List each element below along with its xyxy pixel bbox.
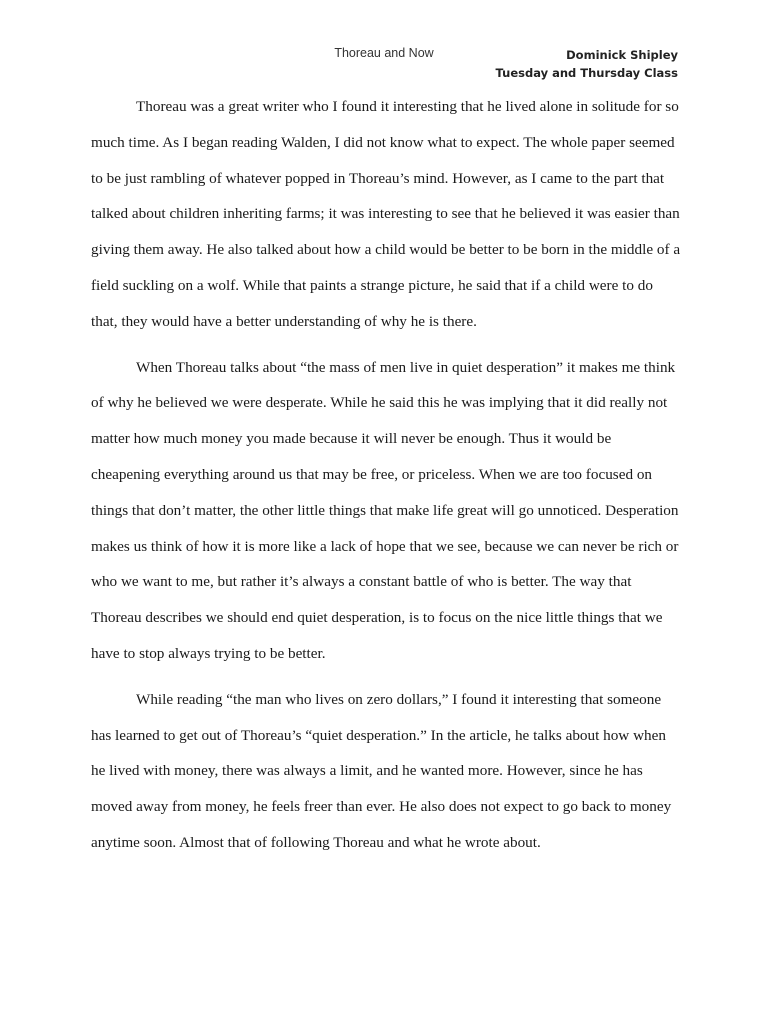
paragraph-1 xyxy=(91,89,683,340)
text-line: makes us think of how it is more like a lack of hope that we see, because we can never be rich or xyxy=(91,537,679,555)
text-line: talked about children inheriting farms; it was interesting to see that he believed it was easier than xyxy=(91,205,680,223)
text-line: to be just rambling of whatever popped in Thoreau’s mind. However, as I came to the part that xyxy=(91,169,665,187)
text-line: things that don’t matter, the other little things that make life great will go unnoticed. Desperation xyxy=(91,501,679,519)
text-line: much time. As I began reading Walden, I did not know what to expect. The whole paper seemed xyxy=(91,133,675,151)
text-line: Thoreau describes we should end quiet desperation, is to focus on the nice little things that we xyxy=(91,609,663,627)
text-line: giving them away. He also talked about how a child would be better to be born in the middle of a xyxy=(91,241,681,259)
text-line: he lived with money, there was always a limit, and he wanted more. However, since he has xyxy=(91,762,643,780)
text-line: has learned to get out of Thoreau’s “quiet desperation.” In the article, he talks about how when xyxy=(91,726,666,744)
text-line: anytime soon. Almost that of following Thoreau and what he wrote about. xyxy=(91,833,541,851)
paragraph-2 xyxy=(91,350,683,672)
paragraph-3 xyxy=(91,682,683,861)
text-line: of why he believed we were desperate. While he said this he was implying that it did really not xyxy=(91,394,668,412)
text-line: cheapening everything around us that may be free, or priceless. When we are too focused on xyxy=(91,465,653,483)
class-name: Tuesday and Thursday Class xyxy=(495,66,678,80)
essay-body xyxy=(91,89,683,871)
text-line: matter how much money you made because it will never be enough. Thus it would be xyxy=(91,430,612,448)
text-line: field suckling on a wolf. While that paints a strange picture, he said that if a child were to do xyxy=(91,276,653,294)
text-line: that, they would have a better understanding of why he is there. xyxy=(91,312,477,330)
author-name: Dominick Shipley xyxy=(566,48,678,62)
author-block xyxy=(496,46,678,82)
text-line: When Thoreau talks about “the mass of men live in quiet desperation” it makes me think xyxy=(136,358,676,376)
text-line: While reading “the man who lives on zero dollars,” I found it interesting that someone xyxy=(136,690,662,708)
text-line: have to stop always trying to be better. xyxy=(91,644,326,662)
text-line: who we want to me, but rather it’s always a constant battle of who is better. The way that xyxy=(91,573,632,591)
document-title: Thoreau and Now xyxy=(334,46,434,60)
text-line: Thoreau was a great writer who I found it interesting that he lived alone in solitude for so xyxy=(136,98,679,115)
text-line: moved away from money, he feels freer than ever. He also does not expect to go back to money xyxy=(91,798,672,816)
